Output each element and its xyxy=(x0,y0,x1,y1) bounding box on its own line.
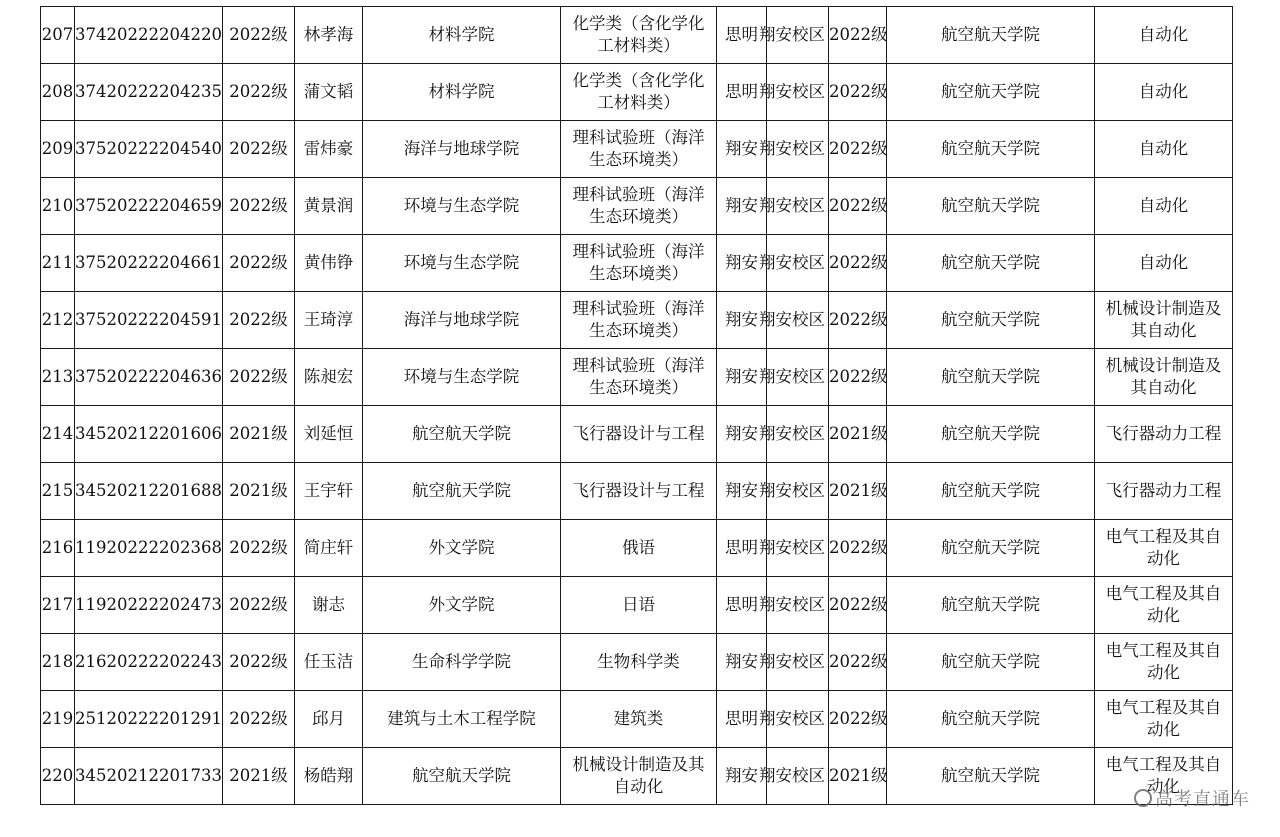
cell-student-id: 37520222204540 xyxy=(75,121,223,178)
cell-student-id: 37520222204636 xyxy=(75,349,223,406)
cell-to-college: 航空航天学院 xyxy=(887,691,1095,748)
cell-to-college: 航空航天学院 xyxy=(887,349,1095,406)
cell-campus: 翔安 xyxy=(717,463,767,520)
table-row xyxy=(41,520,1233,577)
cell-campus: 翔安 xyxy=(717,292,767,349)
cell-campus: 翔安 xyxy=(717,121,767,178)
cell-no: 208 xyxy=(41,64,75,121)
cell-to-college: 航空航天学院 xyxy=(887,634,1095,691)
cell-name: 黄伟铮 xyxy=(295,235,363,292)
cell-name: 蒲文韬 xyxy=(295,64,363,121)
cell-student-id: 37420222204220 xyxy=(75,7,223,64)
cell-to-college: 航空航天学院 xyxy=(887,292,1095,349)
cell-to-campus xyxy=(759,691,829,748)
cell-to-major: 自动化 xyxy=(1095,7,1233,64)
cell-student-id: 34520212201606 xyxy=(75,406,223,463)
cell-to-campus xyxy=(759,292,829,349)
cell-name: 雷炜豪 xyxy=(295,121,363,178)
table-row xyxy=(41,7,1233,64)
cell-grade: 2022级 xyxy=(223,178,295,235)
cell-to-grade: 2021级 xyxy=(829,406,887,463)
cell-student-id: 11920222202473 xyxy=(75,577,223,634)
table-row xyxy=(41,634,1233,691)
cell-to-major: 自动化 xyxy=(1095,235,1233,292)
cell-to-college: 航空航天学院 xyxy=(887,406,1095,463)
cell-major: 理科试验班（海洋生态环境类） xyxy=(561,292,717,349)
cell-major: 建筑类 xyxy=(561,691,717,748)
cell-name: 简庄轩 xyxy=(295,520,363,577)
cell-campus: 思明 xyxy=(717,691,767,748)
to-campus-text: 翔安校区 xyxy=(759,481,825,500)
cell-to-grade: 2022级 xyxy=(829,349,887,406)
cell-grade: 2022级 xyxy=(223,577,295,634)
cell-to-campus xyxy=(759,748,829,805)
cell-college: 海洋与地球学院 xyxy=(363,292,561,349)
cell-college: 海洋与地球学院 xyxy=(363,121,561,178)
cell-college: 环境与生态学院 xyxy=(363,349,561,406)
cell-to-grade: 2021级 xyxy=(829,463,887,520)
cell-campus: 思明 xyxy=(717,7,767,64)
cell-to-campus xyxy=(759,520,829,577)
cell-major: 理科试验班（海洋生态环境类） xyxy=(561,121,717,178)
cell-student-id: 25120222201291 xyxy=(75,691,223,748)
cell-to-college: 航空航天学院 xyxy=(887,7,1095,64)
to-campus-text: 翔安校区 xyxy=(759,424,825,443)
to-campus-text: 翔安校区 xyxy=(759,139,825,158)
table-body xyxy=(41,7,1233,805)
watermark xyxy=(1134,785,1250,811)
cell-name: 陈昶宏 xyxy=(295,349,363,406)
cell-name: 王琦淳 xyxy=(295,292,363,349)
cell-student-id: 37520222204661 xyxy=(75,235,223,292)
cell-student-id: 37520222204591 xyxy=(75,292,223,349)
cell-no: 218 xyxy=(41,634,75,691)
cell-to-major: 自动化 xyxy=(1095,178,1233,235)
cell-college: 外文学院 xyxy=(363,577,561,634)
cell-campus: 翔安 xyxy=(717,634,767,691)
cell-to-major: 电气工程及其自动化 xyxy=(1095,748,1233,805)
to-campus-text: 翔安校区 xyxy=(759,766,825,785)
cell-to-campus xyxy=(759,577,829,634)
cell-to-grade: 2022级 xyxy=(829,691,887,748)
cell-to-college: 航空航天学院 xyxy=(887,235,1095,292)
cell-student-id: 34520212201733 xyxy=(75,748,223,805)
table-row xyxy=(41,349,1233,406)
cell-grade: 2022级 xyxy=(223,292,295,349)
cell-to-major: 自动化 xyxy=(1095,64,1233,121)
cell-grade: 2022级 xyxy=(223,64,295,121)
cell-to-major: 电气工程及其自动化 xyxy=(1095,577,1233,634)
cell-to-grade: 2022级 xyxy=(829,292,887,349)
table-row xyxy=(41,577,1233,634)
cell-to-campus xyxy=(759,463,829,520)
table-row xyxy=(41,235,1233,292)
cell-to-major: 自动化 xyxy=(1095,121,1233,178)
cell-campus: 翔安 xyxy=(717,748,767,805)
cell-major: 生物科学类 xyxy=(561,634,717,691)
cell-no: 215 xyxy=(41,463,75,520)
cell-to-campus xyxy=(759,7,829,64)
cell-major: 机械设计制造及其自动化 xyxy=(561,748,717,805)
table-row xyxy=(41,406,1233,463)
cell-college: 环境与生态学院 xyxy=(363,235,561,292)
table-row xyxy=(41,121,1233,178)
cell-to-college: 航空航天学院 xyxy=(887,463,1095,520)
cell-grade: 2021级 xyxy=(223,748,295,805)
cell-major: 化学类（含化学化工材料类） xyxy=(561,7,717,64)
cell-college: 航空航天学院 xyxy=(363,463,561,520)
to-campus-text: 翔安校区 xyxy=(759,595,825,614)
table-row xyxy=(41,64,1233,121)
to-campus-text: 翔安校区 xyxy=(759,709,825,728)
cell-student-id: 37420222204235 xyxy=(75,64,223,121)
cell-to-campus xyxy=(759,178,829,235)
cell-campus: 思明 xyxy=(717,520,767,577)
cell-no: 217 xyxy=(41,577,75,634)
cell-campus: 翔安 xyxy=(717,349,767,406)
transfer-students-table xyxy=(40,6,1233,805)
cell-to-campus xyxy=(759,235,829,292)
cell-to-campus xyxy=(759,121,829,178)
cell-major: 理科试验班（海洋生态环境类） xyxy=(561,349,717,406)
cell-to-grade: 2022级 xyxy=(829,520,887,577)
cell-to-grade: 2022级 xyxy=(829,577,887,634)
cell-campus: 思明 xyxy=(717,577,767,634)
cell-grade: 2022级 xyxy=(223,7,295,64)
to-campus-text: 翔安校区 xyxy=(759,253,825,272)
cell-to-major: 电气工程及其自动化 xyxy=(1095,634,1233,691)
cell-grade: 2022级 xyxy=(223,121,295,178)
cell-major: 日语 xyxy=(561,577,717,634)
cell-no: 210 xyxy=(41,178,75,235)
cell-name: 王宇轩 xyxy=(295,463,363,520)
cell-college: 航空航天学院 xyxy=(363,406,561,463)
cell-major: 理科试验班（海洋生态环境类） xyxy=(561,235,717,292)
cell-to-campus xyxy=(759,64,829,121)
cell-no: 220 xyxy=(41,748,75,805)
to-campus-text: 翔安校区 xyxy=(759,310,825,329)
cell-campus: 翔安 xyxy=(717,406,767,463)
to-campus-text: 翔安校区 xyxy=(759,196,825,215)
cell-to-major: 机械设计制造及其自动化 xyxy=(1095,349,1233,406)
table-row xyxy=(41,691,1233,748)
cell-college: 环境与生态学院 xyxy=(363,178,561,235)
cell-name: 谢志 xyxy=(295,577,363,634)
cell-student-id: 34520212201688 xyxy=(75,463,223,520)
cell-to-college: 航空航天学院 xyxy=(887,121,1095,178)
cell-no: 219 xyxy=(41,691,75,748)
to-campus-text: 翔安校区 xyxy=(759,25,825,44)
cell-campus: 翔安 xyxy=(717,178,767,235)
cell-grade: 2022级 xyxy=(223,349,295,406)
cell-major: 飞行器设计与工程 xyxy=(561,463,717,520)
cell-grade: 2022级 xyxy=(223,634,295,691)
cell-to-grade: 2021级 xyxy=(829,748,887,805)
cell-to-major: 机械设计制造及其自动化 xyxy=(1095,292,1233,349)
cell-to-college: 航空航天学院 xyxy=(887,520,1095,577)
cell-campus: 翔安 xyxy=(717,235,767,292)
cell-to-college: 航空航天学院 xyxy=(887,64,1095,121)
cell-to-major: 电气工程及其自动化 xyxy=(1095,520,1233,577)
cell-name: 邱月 xyxy=(295,691,363,748)
cell-no: 216 xyxy=(41,520,75,577)
cell-to-campus xyxy=(759,349,829,406)
table-row xyxy=(41,748,1233,805)
cell-major: 理科试验班（海洋生态环境类） xyxy=(561,178,717,235)
cell-college: 生命科学学院 xyxy=(363,634,561,691)
cell-no: 211 xyxy=(41,235,75,292)
cell-grade: 2021级 xyxy=(223,406,295,463)
table-row xyxy=(41,292,1233,349)
cell-major: 俄语 xyxy=(561,520,717,577)
cell-to-campus xyxy=(759,634,829,691)
cell-grade: 2022级 xyxy=(223,691,295,748)
cell-name: 黄景润 xyxy=(295,178,363,235)
cell-to-college: 航空航天学院 xyxy=(887,577,1095,634)
cell-grade: 2021级 xyxy=(223,463,295,520)
cell-major: 飞行器设计与工程 xyxy=(561,406,717,463)
cell-to-college: 航空航天学院 xyxy=(887,748,1095,805)
cell-college: 外文学院 xyxy=(363,520,561,577)
cell-to-major: 飞行器动力工程 xyxy=(1095,463,1233,520)
to-campus-text: 翔安校区 xyxy=(759,82,825,101)
cell-grade: 2022级 xyxy=(223,235,295,292)
cell-to-grade: 2022级 xyxy=(829,7,887,64)
cell-student-id: 11920222202368 xyxy=(75,520,223,577)
cell-no: 214 xyxy=(41,406,75,463)
cell-student-id: 21620222202243 xyxy=(75,634,223,691)
transfer-list-sheet xyxy=(40,6,1232,805)
cell-no: 213 xyxy=(41,349,75,406)
cell-no: 212 xyxy=(41,292,75,349)
cell-major: 化学类（含化学化工材料类） xyxy=(561,64,717,121)
cell-to-campus xyxy=(759,406,829,463)
cell-no: 209 xyxy=(41,121,75,178)
cell-to-major: 电气工程及其自动化 xyxy=(1095,691,1233,748)
table-row xyxy=(41,463,1233,520)
to-campus-text: 翔安校区 xyxy=(759,538,825,557)
cell-name: 林孝海 xyxy=(295,7,363,64)
cell-name: 任玉洁 xyxy=(295,634,363,691)
cell-to-grade: 2022级 xyxy=(829,64,887,121)
cell-college: 航空航天学院 xyxy=(363,748,561,805)
cell-college: 材料学院 xyxy=(363,7,561,64)
watermark-text: 高考直通车 xyxy=(1155,789,1250,810)
cell-grade: 2022级 xyxy=(223,520,295,577)
cell-no: 207 xyxy=(41,7,75,64)
cell-to-major: 飞行器动力工程 xyxy=(1095,406,1233,463)
cell-to-grade: 2022级 xyxy=(829,235,887,292)
table-row xyxy=(41,178,1233,235)
cell-student-id: 37520222204659 xyxy=(75,178,223,235)
to-campus-text: 翔安校区 xyxy=(759,652,825,671)
cell-name: 杨皓翔 xyxy=(295,748,363,805)
chat-bubble-icon xyxy=(1134,789,1152,807)
cell-name: 刘延恒 xyxy=(295,406,363,463)
cell-college: 材料学院 xyxy=(363,64,561,121)
cell-to-college: 航空航天学院 xyxy=(887,178,1095,235)
cell-campus: 思明 xyxy=(717,64,767,121)
to-campus-text: 翔安校区 xyxy=(759,367,825,386)
cell-college: 建筑与土木工程学院 xyxy=(363,691,561,748)
cell-to-grade: 2022级 xyxy=(829,634,887,691)
cell-to-grade: 2022级 xyxy=(829,121,887,178)
cell-to-grade: 2022级 xyxy=(829,178,887,235)
